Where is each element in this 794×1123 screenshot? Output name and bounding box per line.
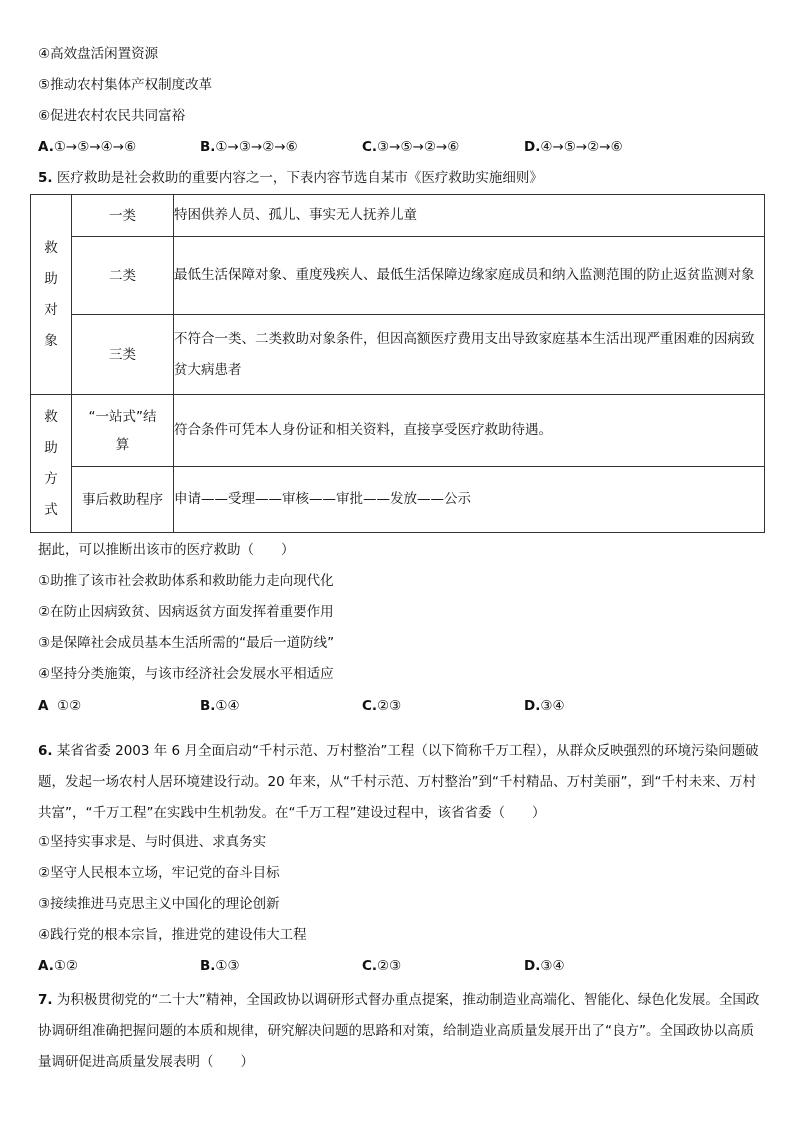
option-d[interactable]: D.③④ [524,698,565,714]
statement-item: ④践行党的根本宗旨，推进党的建设伟大工程 [38,927,307,943]
table-row [31,315,765,395]
question-number: 5. [38,170,53,186]
statement-item: ④坚持分类施策，与该市经济社会发展水平相适应 [38,666,334,682]
option-a[interactable]: A.①② [38,958,79,974]
group-label-methods: 救 助 方 式 [31,395,72,533]
table-row [31,195,765,237]
statement-item: ②坚守人民根本立场，牢记党的奋斗目标 [38,865,280,881]
option-b[interactable]: B.①④ [200,698,240,714]
option-d[interactable]: D.④→⑤→②→⑥ [524,139,623,155]
q5-options [38,696,758,716]
prev-question-item: ④高效盘活闲置资源 [38,46,159,62]
q6-options [38,956,758,976]
description-cell: 最低生活保障对象、重度残疾人、最低生活保障边缘家庭成员和纳入监测范围的防止返贫监测对象 [174,237,765,315]
statement-item: ③是保障社会成员基本生活所需的“最后一道防线” [38,635,335,651]
description-cell: 符合条件可凭本人身份证和相关资料，直接享受医疗救助待遇。 [174,395,765,467]
q4-options [38,137,758,157]
group-label-recipients: 救 助 对 象 [31,195,72,395]
option-a[interactable]: A ①② [38,698,82,714]
statement-item: ③接续推进马克思主义中国化的理论创新 [38,896,280,912]
question-7-stem: 7. 为积极贯彻党的“二十大”精神，全国政协以调研形式督办重点提案，推动制造业高端化、智能化、绿色化发展。全国政协调研组准确把握问题的本质和规律，研究解决问题的思路和对策，给制造业高质量发展开出了“良方”。全国政协以高质量调研促进高质量发展表明（ ） [38,992,760,1070]
prev-question-item: ⑥促进农村农民共同富裕 [38,108,186,124]
option-c[interactable]: C.②③ [362,698,402,714]
question-6-stem: 6. 某省省委 2003 年 6 月全面启动“千村示范、万村整治”工程（以下简称千万工程），从群众反映强烈的环境污染问题破题，发起一场农村人居环境建设行动。20 年来，从“千村示范、万村整治”到“千村精品、万村美丽”，到“千村未来、万村共富”，“千万工程”在实践中生机勃发。在“千万工程”建设过程中，该省省委（ ） [38,743,759,821]
medical-aid-table [30,194,765,533]
category-cell: 事后救助程序 [72,467,174,533]
option-a[interactable]: A.①→⑤→④→⑥ [38,139,137,155]
option-b[interactable]: B.①→③→②→⑥ [200,139,298,155]
description-cell: 不符合一类、二类救助对象条件，但因高额医疗费用支出导致家庭基本生活出现严重困难的因病致贫大病患者 [174,315,765,395]
option-c[interactable]: C.③→⑤→②→⑥ [362,139,460,155]
option-c[interactable]: C.②③ [362,958,402,974]
description-cell: 申请——受理——审核——审批——发放——公示 [174,467,765,533]
question-5-ask: 据此，可以推断出该市的医疗救助（ ） [38,542,295,558]
statement-item: ①坚持实事求是、与时俱进、求真务实 [38,834,267,850]
statement-item: ①助推了该市社会救助体系和救助能力走向现代化 [38,573,334,589]
option-d[interactable]: D.③④ [524,958,565,974]
question-number: 6. [38,743,53,759]
option-b[interactable]: B.①③ [200,958,240,974]
category-cell: 二类 [72,237,174,315]
question-5-stem: 5. 医疗救助是社会救助的重要内容之一，下表内容节选自某市《医疗救助实施细则》 [38,170,543,186]
description-cell: 特困供养人员、孤儿、事实无人抚养儿童 [174,195,765,237]
table-row [31,237,765,315]
table-row [31,395,765,467]
statement-item: ②在防止因病致贫、因病返贫方面发挥着重要作用 [38,604,334,620]
question-number: 7. [38,992,53,1008]
category-cell: 三类 [72,315,174,395]
category-cell: “一站式”结算 [72,395,174,467]
category-cell: 一类 [72,195,174,237]
table-row [31,467,765,533]
prev-question-item: ⑤推动农村集体产权制度改革 [38,77,213,93]
